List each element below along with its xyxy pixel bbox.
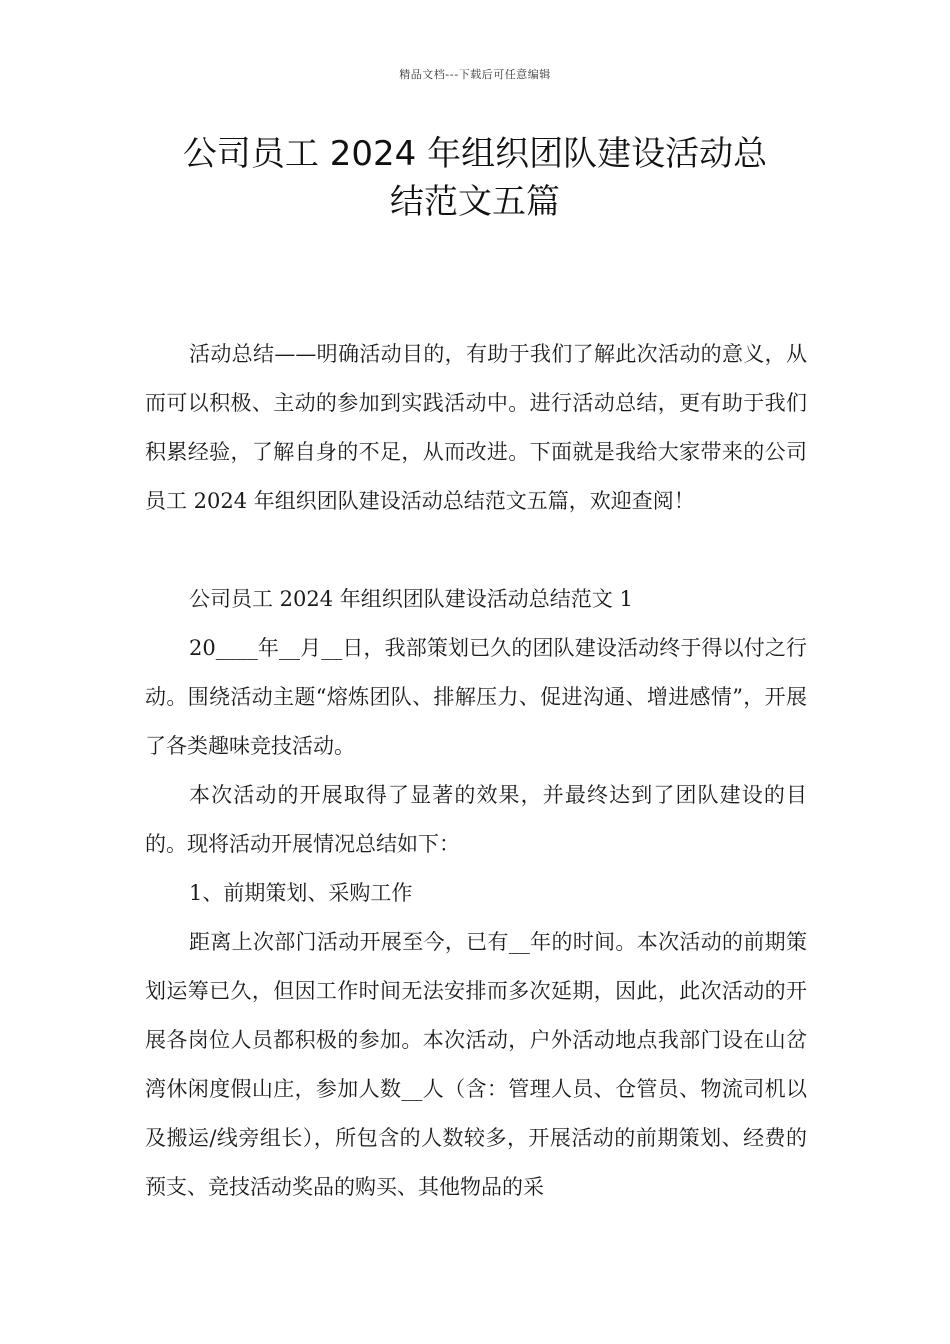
intro-paragraph: 活动总结——明确活动目的，有助于我们了解此次活动的意义，从而可以积极、主动的参加到实践活动中。进行活动总结，更有助于我们积累经验，了解自身的不足，从而改进。下面就是我给大家带来的公司员工 2024 年组织团队建设活动总结范文五篇，欢迎查阅！	[145, 342, 807, 513]
paragraph-gap	[145, 526, 807, 575]
title-line-2: 结范文五篇	[390, 182, 560, 222]
paragraph-2: 本次活动的开展取得了显著的效果，并最终达到了团队建设的目的。现将活动开展情况总结如下：	[145, 783, 807, 856]
paragraph-1: 20____年__月__日，我部策划已久的团队建设活动终于得以付之行动。围绕活动主题“熔炼团队、排解压力、促进沟通、增进感情”，开展了各类趣味竞技活动。	[145, 636, 807, 758]
paragraph-4: 距离上次部门活动开展至今，已有__年的时间。本次活动的前期策划运筹已久，但因工作时间无法安排而多次延期，因此，此次活动的开展各岗位人员都积极的参加。本次活动，户外活动地点我部门设在山岔湾休闲度假山庄，参加人数__人（含：管理人员、仓管员、物流司机以及搬运/线旁组长），所包含的人数较多，开展活动的前期策划、经费的预支、竞技活动奖品的购买、其他物品的采	[145, 930, 807, 1199]
document-body	[145, 330, 807, 1212]
section-heading: 公司员工 2024 年组织团队建设活动总结范文 1	[189, 587, 633, 611]
header-note: 精品文档---下载后可任意编辑	[399, 68, 551, 81]
document-title	[145, 130, 805, 226]
list-heading-1: 1、前期策划、采购工作	[189, 881, 413, 905]
title-line-1: 公司员工 2024 年组织团队建设活动总	[182, 134, 768, 174]
